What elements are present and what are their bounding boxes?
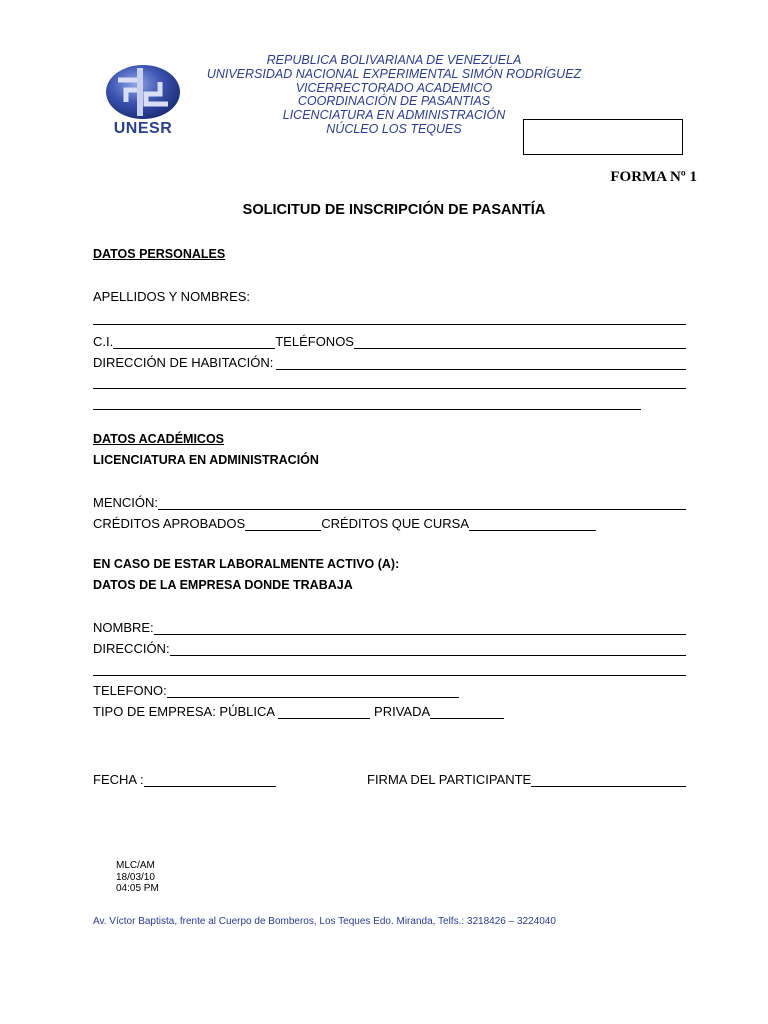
employment-subheading: DATOS DE LA EMPRESA DONDE TRABAJA bbox=[93, 578, 353, 592]
phones-label: TELÉFONOS bbox=[275, 334, 354, 349]
signature-field[interactable] bbox=[531, 774, 686, 787]
signature-label: FIRMA DEL PARTICIPANTE bbox=[367, 772, 532, 787]
company-type-label: TIPO DE EMPRESA: PÚBLICA bbox=[93, 704, 276, 719]
mention-label: MENCIÓN: bbox=[93, 495, 158, 510]
date-field[interactable] bbox=[144, 774, 276, 787]
company-type-row bbox=[93, 703, 504, 719]
credits-row bbox=[93, 515, 596, 531]
mention-row bbox=[93, 494, 686, 510]
address-field-line-2[interactable] bbox=[93, 388, 686, 389]
employment-heading: EN CASO DE ESTAR LABORALMENTE ACTIVO (A): bbox=[93, 557, 400, 571]
date-label: FECHA : bbox=[93, 772, 144, 787]
mention-field[interactable] bbox=[158, 497, 686, 510]
document-meta bbox=[116, 860, 159, 895]
date-row bbox=[93, 771, 276, 787]
company-address-field-line-2[interactable] bbox=[93, 675, 686, 676]
header-line: COORDINACIÓN DE PASANTIAS bbox=[297, 94, 491, 109]
address-label: DIRECCIÓN DE HABITACIÓN: bbox=[93, 355, 274, 370]
credits-current-label: CRÉDITOS QUE CURSA bbox=[321, 516, 470, 531]
company-name-row bbox=[93, 619, 686, 635]
address-field[interactable] bbox=[276, 357, 686, 370]
private-label: PRIVADA bbox=[374, 704, 431, 719]
form-number: FORMA Nº 1 bbox=[610, 169, 697, 185]
names-label: APELLIDOS Y NOMBRES: bbox=[93, 289, 251, 304]
meta-time: 04:05 PM bbox=[116, 883, 159, 894]
ci-field[interactable] bbox=[113, 336, 275, 349]
phones-field[interactable] bbox=[354, 336, 686, 349]
ci-label: C.I. bbox=[93, 334, 114, 349]
registration-box[interactable] bbox=[523, 119, 683, 155]
signature-row bbox=[367, 771, 686, 787]
company-phone-label: TELEFONO: bbox=[93, 683, 167, 698]
company-name-field[interactable] bbox=[154, 622, 686, 635]
private-field[interactable] bbox=[430, 706, 504, 719]
names-field[interactable] bbox=[93, 324, 686, 325]
header-line: UNIVERSIDAD NACIONAL EXPERIMENTAL SIMÓN RODRÍGUEZ bbox=[206, 66, 582, 81]
page-title: SOLICITUD DE INSCRIPCIÓN DE PASANTÍA bbox=[242, 202, 546, 218]
header-line: LICENCIATURA EN ADMINISTRACIÓN bbox=[282, 108, 506, 123]
meta-date: 18/03/10 bbox=[116, 871, 155, 883]
credits-approved-field[interactable] bbox=[245, 518, 321, 531]
company-address-field[interactable] bbox=[170, 643, 686, 656]
company-name-label: NOMBRE: bbox=[93, 620, 154, 635]
credits-approved-label: CRÉDITOS APROBADOS bbox=[93, 516, 246, 531]
section-academic: DATOS ACADÉMICOS bbox=[93, 432, 225, 446]
logo-text: UNESR bbox=[113, 120, 173, 137]
address-field-line-3[interactable] bbox=[93, 409, 641, 410]
section-personal: DATOS PERSONALES bbox=[93, 247, 226, 261]
unesr-logo bbox=[104, 62, 182, 142]
header-line: VICERRECTORADO ACADEMICO bbox=[295, 80, 493, 95]
company-phone-row bbox=[93, 682, 459, 698]
address-row bbox=[93, 354, 686, 370]
meta-code: MLC/AM bbox=[116, 860, 155, 871]
company-address-label: DIRECCIÓN: bbox=[93, 641, 170, 656]
company-address-row bbox=[93, 640, 686, 656]
header-line: REPUBLICA BOLIVARIANA DE VENEZUELA bbox=[266, 53, 522, 67]
footer-address: Av. Víctor Baptista, frente al Cuerpo de Bomberos, Los Teques Edo. Miranda, Telfs.: 3218426 – 3224040 bbox=[93, 916, 556, 927]
company-phone-field[interactable] bbox=[167, 685, 459, 698]
credits-current-field[interactable] bbox=[469, 518, 596, 531]
public-field[interactable] bbox=[278, 706, 370, 719]
ci-phone-row bbox=[93, 333, 686, 349]
header-line: NÚCLEO LOS TEQUES bbox=[326, 121, 462, 136]
program-name: LICENCIATURA EN ADMINISTRACIÓN bbox=[93, 453, 319, 467]
